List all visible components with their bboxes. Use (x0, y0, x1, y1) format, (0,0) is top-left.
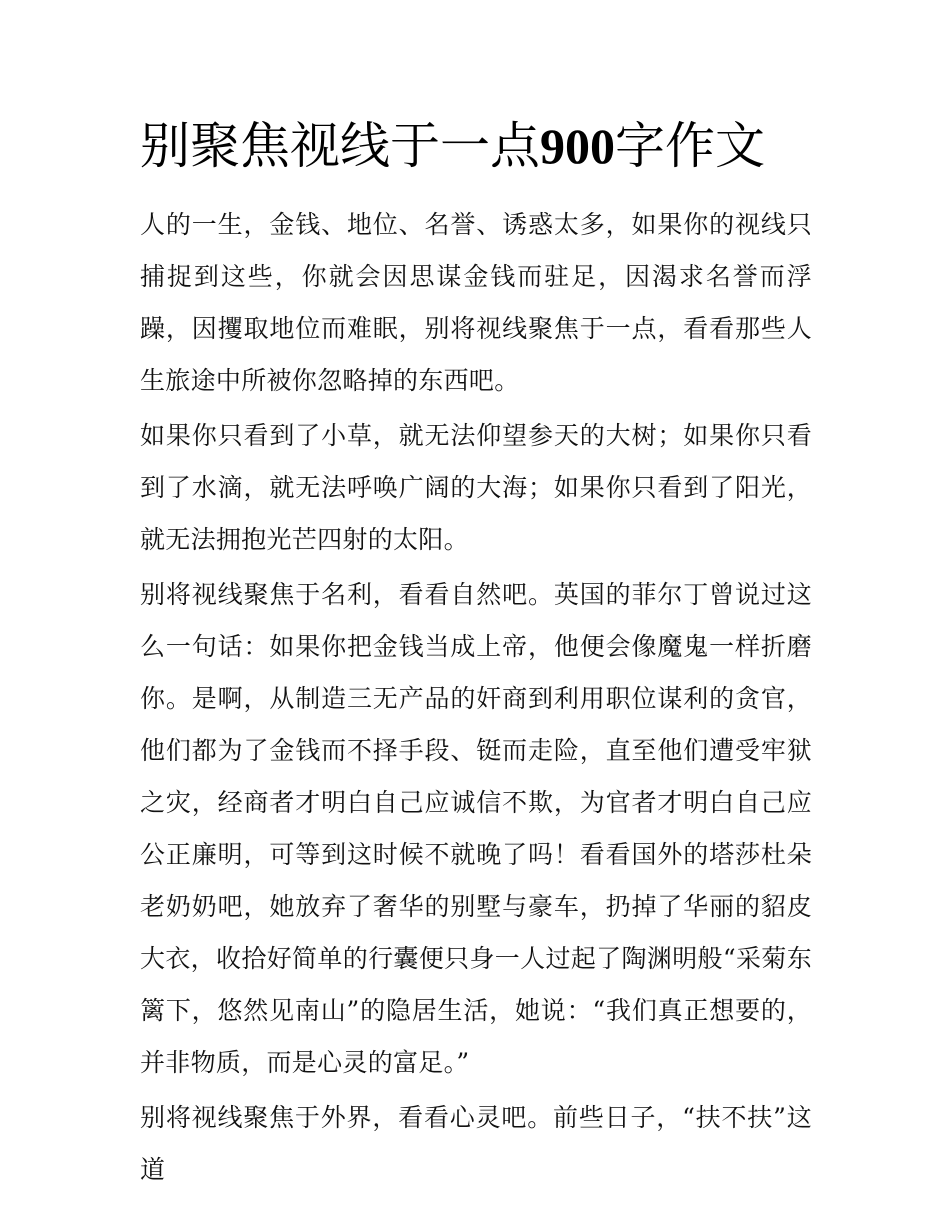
paragraph-3: 别将视线聚焦于名利，看看自然吧。英国的菲尔丁曾说过这么一句话：如果你把金钱当成上帝，他便会像魔鬼一样折磨你。是啊，从制造三无产品的奸商到利用职位谋利的贪官，他们都为了金钱而不择手段、铤而走险，直至他们遭受牢狱之灾，经商者才明白自己应诚信不欺，为官者才明白自己应公正廉明，可等到这时候不就晚了吗！看看国外的塔莎杜朵老奶奶吧，她放弃了奢华的别墅与豪车，扔掉了华丽的貂皮大衣，收拾好简单的行囊便只身一人过起了陶渊明般“采菊东篱下，悠然见南山”的隐居生活，她说：“我们真正想要的，并非物质，而是心灵的富足。” (140, 580, 812, 1077)
title-number: 900 (540, 118, 615, 174)
paragraph-2: 如果你只看到了小草，就无法仰望参天的大树；如果你只看到了水滴，就无法呼唤广阔的大海；如果你只看到了阳光，就无法拥抱光芒四射的太阳。 (140, 421, 812, 554)
paragraph-1: 人的一生，金钱、地位、名誉、诱惑太多，如果你的视线只捕捉到这些，你就会因思谋金钱而驻足，因渴求名誉而浮躁，因攫取地位而难眠，别将视线聚焦于一点，看看那些人生旅途中所被你忽略掉的东西吧。 (140, 210, 812, 395)
title-prefix: 别聚焦视线于一点 (140, 117, 540, 175)
essay-body (140, 199, 812, 1199)
title-suffix: 字作文 (615, 117, 765, 175)
paragraph-4: 别将视线聚焦于外界，看看心灵吧。前些日子，“扶不扶”这道 (140, 1103, 812, 1184)
page-title (140, 114, 820, 178)
